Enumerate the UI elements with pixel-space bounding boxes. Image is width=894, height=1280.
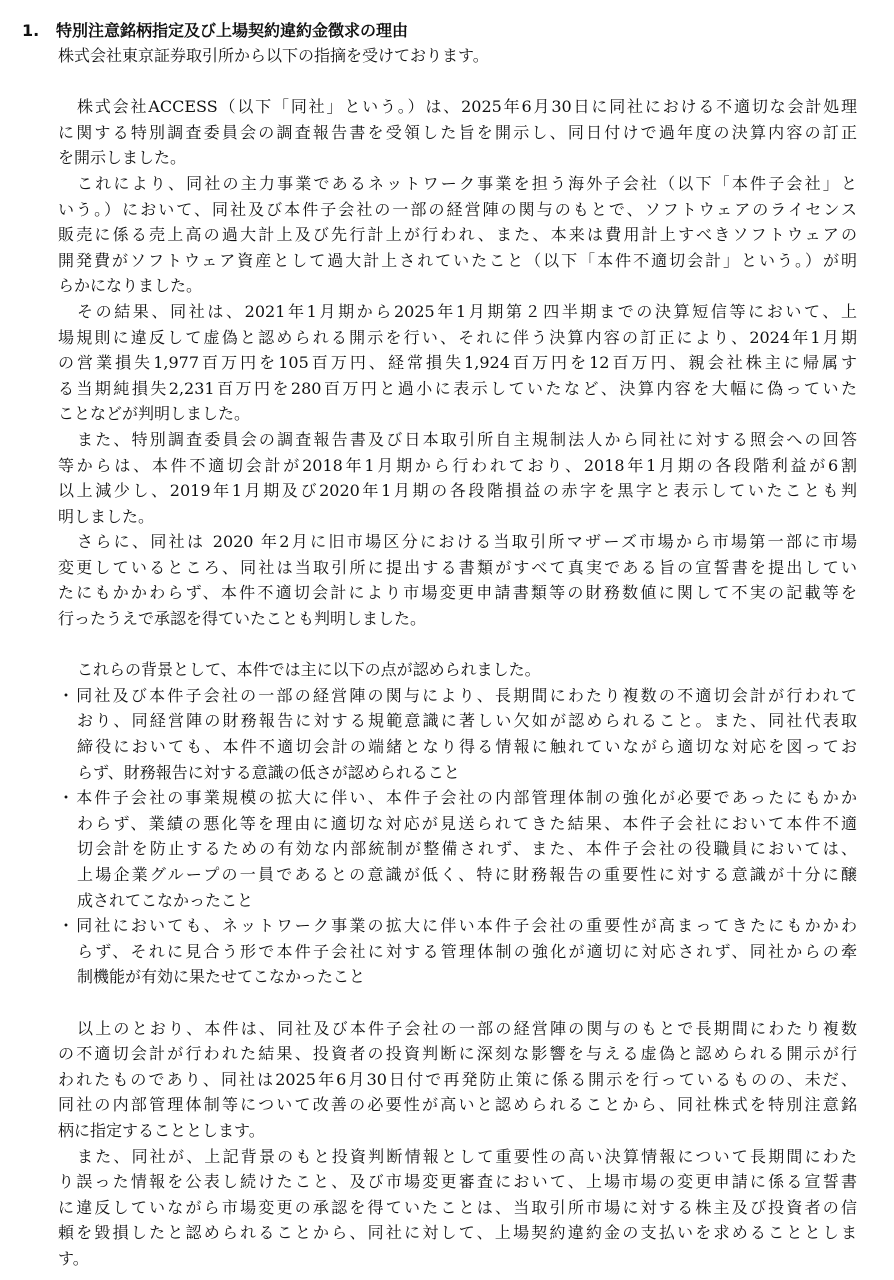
text-line — [0, 43, 894, 69]
text-line-content: 株式会社東京証券取引所から以下の指摘を受けております。 — [58, 46, 489, 65]
text-line — [0, 197, 894, 223]
text-line — [0, 453, 894, 479]
text-line-content: ことなどが判明しました。 — [58, 404, 251, 424]
text-line-content: また、特別調査委員会の調査報告書及び日本取引所自主規制法人から同社に対する照会への回答 — [77, 429, 857, 449]
text-line-content: ・本件子会社の事業規模の拡大に伴い、本件子会社の内部管理体制の強化が必要であったにもかか — [58, 788, 857, 808]
text-line-content: おり、同経営陣の財務報告に対する規範意識に著しい欠如が認められること。また、同社代表取 — [77, 711, 857, 731]
text-line-content: いう。）において、同社及び本件子会社の一部の経営陣の関与のもとで、ソフトウェアのライセンス — [58, 199, 857, 219]
text-line — [0, 1092, 894, 1118]
text-line-content: われたものであり、同社は2025年6月30日付で再発防止策に係る開示を行っているものの、未だ、 — [58, 1069, 857, 1089]
text-line-content: の不適切会計が行われた結果、投資者の投資判断に深刻な影響を与える虚偽と認められる開示が行 — [58, 1044, 857, 1064]
text-line — [0, 964, 894, 990]
text-line-content: これらの背景として、本件では主に以下の点が認められました。 — [77, 660, 541, 680]
text-line — [0, 734, 894, 760]
text-line — [0, 811, 894, 837]
text-line-content: その結果、同社は、2021年1月期から2025年1月期第２四半期までの決算短信等において、上 — [77, 301, 857, 321]
paragraph-gap — [0, 69, 894, 95]
text-line — [0, 171, 894, 197]
text-line-content: わらず、業績の悪化等を理由に適切な対応が見送られてきた結果、本件子会社において本件不適 — [77, 813, 857, 833]
text-line — [0, 708, 894, 734]
text-line — [0, 657, 894, 683]
paragraph-gap — [0, 990, 894, 1016]
text-line — [0, 1220, 894, 1246]
text-line-content: 同社の内部管理体制等について改善の必要性が高いと認められることから、同社株式を特別注意銘 — [58, 1095, 857, 1115]
text-line — [0, 350, 894, 376]
section-number: 1. — [22, 21, 40, 40]
text-line — [0, 785, 894, 811]
text-line — [0, 888, 894, 914]
paragraph-gap — [0, 632, 894, 658]
text-line-content: に関する特別調査委員会の調査報告書を受領した旨を開示し、同日付けで過年度の決算内容の訂正 — [58, 122, 857, 142]
text-line-content: また、同社が、上記背景のもと投資判断情報として重要性の高い決算情報について長期間にわた — [77, 1146, 857, 1166]
text-line-content: 上場企業グループの一員であるとの意識が低く、特に財務報告の重要性に対する意識が十分に醸 — [77, 865, 857, 884]
text-line-content: 以上減少し、2019年1月期及び2020年1月期の各段階損益の赤字を黒字と表示していたことも判 — [58, 481, 857, 501]
text-line — [0, 273, 894, 299]
text-line-content: これにより、同社の主力事業であるネットワーク事業を担う海外子会社（以下「本件子会社」と — [77, 173, 857, 193]
text-line — [0, 913, 894, 939]
text-line-content: 開発費がソフトウェア資産として過大計上されていたこと（以下「本件不適切会計」という。）が明 — [58, 250, 857, 270]
text-line-content: 行ったうえで承認を得ていたことも判明しました。 — [58, 609, 427, 629]
text-line — [0, 580, 894, 606]
text-line-content: 柄に指定することとします。 — [58, 1120, 265, 1140]
text-line — [0, 1144, 894, 1170]
text-line-content: 場規則に違反して虚偽と認められる開示を行い、それに伴う決算内容の訂正により、2024年1月期 — [58, 327, 857, 347]
text-line-content: の営業損失1,977百万円を105百万円、経常損失1,924百万円を12百万円、親会社株主に帰属す — [58, 353, 857, 373]
text-line-content: を開示しました。 — [58, 148, 187, 168]
text-line-content: に違反していながら市場変更の承認を得ていたことは、当取引所市場に対する株主及び投資者の信 — [58, 1197, 857, 1217]
text-line — [0, 325, 894, 351]
text-line-content: 頼を毀損したと認められることから、同社に対して、上場契約違約金の支払いを求めることとしま — [58, 1223, 857, 1243]
text-line — [0, 1118, 894, 1144]
text-line — [0, 248, 894, 274]
text-line-content: さらに、同社は 2020 年2月に旧市場区分における当取引所マザーズ市場から市場第一部に市場 — [77, 532, 857, 552]
text-line — [0, 529, 894, 555]
section-title: 特別注意銘柄指定及び上場契約違約金徴求の理由 — [56, 21, 409, 40]
text-line-content: り誤った情報を公表し続けたこと、及び市場変更審査において、上場市場の変更申請に係る宣誓書 — [58, 1172, 857, 1192]
text-line — [0, 94, 894, 120]
text-line — [0, 1041, 894, 1067]
text-line — [0, 683, 894, 709]
text-line — [0, 145, 894, 171]
text-line-content: 締役においても、本件不適切会計の端緒となり得る情報に触れていながら適切な対応を図ってお — [77, 737, 857, 757]
text-line-content: る当期純損失2,231百万円を280百万円と過小に表示していたなど、決算内容を大幅に偽っていた — [58, 378, 857, 398]
text-line-content: たにもかかわらず、本件不適切会計により市場変更申請書類等の財務数値に関して不実の記載等を — [58, 583, 857, 603]
text-line-content: 成されてこなかったこと — [77, 890, 254, 910]
text-line — [0, 478, 894, 504]
text-line — [0, 606, 894, 632]
text-line — [0, 222, 894, 248]
text-line — [0, 760, 894, 786]
text-line-content: 切会計を防止するための有効な内部統制が整備されず、また、本件子会社の役職員においては、 — [77, 839, 857, 859]
text-line-content: 株式会社ACCESS（以下「同社」という。）は、2025年6月30日に同社における不適切な会計処理 — [77, 97, 857, 117]
section-heading — [22, 18, 862, 43]
body-text — [0, 43, 894, 1272]
text-line-content: ・同社及び本件子会社の一部の経営陣の関与により、長期間にわたり複数の不適切会計が行われて — [58, 685, 857, 705]
text-line-content: らかになりました。 — [58, 276, 203, 296]
text-line — [0, 1169, 894, 1195]
text-line-content: 変更しているところ、同社は当取引所に提出する書類がすべて真実である旨の宣誓書を提出してい — [58, 557, 857, 577]
text-line — [0, 555, 894, 581]
text-line — [0, 504, 894, 530]
text-line — [0, 1246, 894, 1272]
text-line-content: 販売に係る売上高の過大計上及び先行計上が行われ、また、本来は費用計上すべきソフトウェアの — [58, 225, 857, 245]
text-line — [0, 1016, 894, 1042]
text-line — [0, 1067, 894, 1093]
text-line — [0, 427, 894, 453]
text-line — [0, 939, 894, 965]
text-line — [0, 401, 894, 427]
text-line-content: ・同社においても、ネットワーク事業の拡大に伴い本件子会社の重要性が高まってきたにもかかわ — [58, 916, 857, 936]
text-line-content: らず、財務報告に対する意識の低さが認められること — [77, 762, 460, 782]
text-line — [0, 1195, 894, 1221]
text-line — [0, 376, 894, 402]
text-line-content: す。 — [58, 1248, 89, 1268]
text-line — [0, 120, 894, 146]
text-line — [0, 299, 894, 325]
text-line-content: らず、それに見合う形で本件子会社に対する管理体制の強化が適切に対応されず、同社からの牽 — [77, 941, 857, 961]
text-line — [0, 862, 894, 888]
text-line-content: 以上のとおり、本件は、同社及び本件子会社の一部の経営陣の関与のもとで長期間にわたり複数 — [77, 1018, 857, 1038]
text-line-content: 等からは、本件不適切会計が2018年1月期から行われており、2018年1月期の各段階利益が6割 — [58, 455, 857, 475]
text-line-content: 明しました。 — [58, 506, 155, 526]
text-line-content: 制機能が有効に果たせてこなかったこと — [77, 967, 366, 987]
text-line — [0, 836, 894, 862]
